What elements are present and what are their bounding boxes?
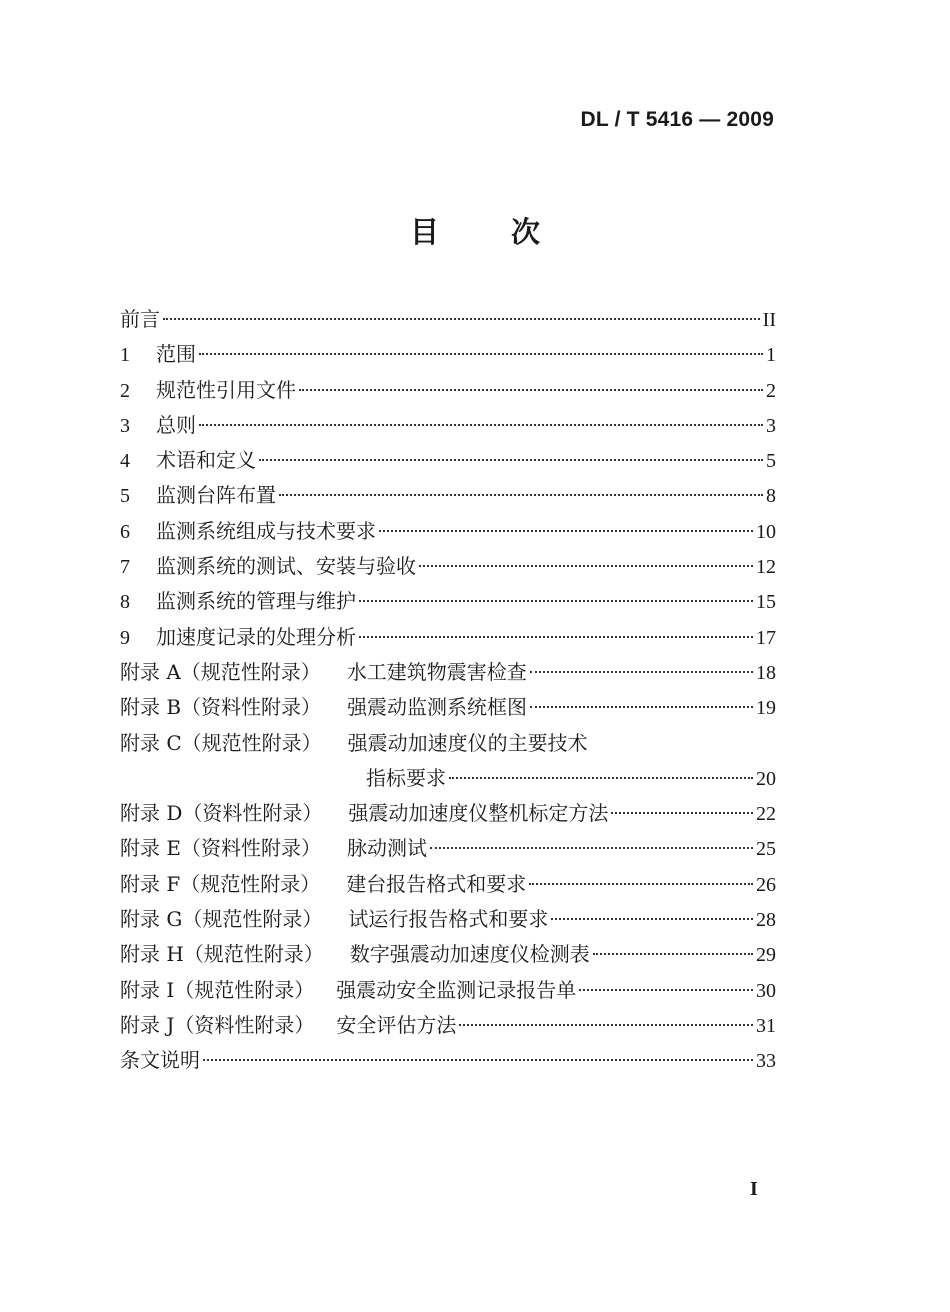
appendix-prefix: 附录 F（规范性附录） [120, 871, 321, 896]
appendix-prefix: 附录 D（资料性附录） [120, 801, 323, 826]
appendix-label: 强震动加速度仪整机标定方法 [348, 801, 609, 826]
dot-leader [530, 706, 753, 708]
dot-leader [199, 353, 763, 355]
toc-entry-8[interactable] [120, 584, 776, 619]
dot-leader [203, 1059, 753, 1061]
toc-appendix-h[interactable] [120, 937, 776, 972]
toc-entry-number: 9 [120, 626, 130, 649]
toc-entry-explanation[interactable] [120, 1043, 776, 1078]
appendix-prefix: 附录 C（规范性附录） [120, 730, 322, 755]
appendix-prefix: 附录 J（资料性附录） [120, 1012, 315, 1037]
appendix-label: 脉动测试 [346, 836, 427, 861]
toc-appendix-i[interactable] [120, 973, 776, 1008]
dot-leader [199, 424, 763, 426]
table-of-contents [120, 302, 776, 1079]
toc-entry-9[interactable] [120, 620, 776, 655]
toc-entry-label: 监测系统组成与技术要求 [156, 518, 376, 543]
toc-entry-page: 12 [756, 556, 776, 579]
toc-entry-label: 总则 [156, 412, 196, 437]
toc-entry-page: 30 [756, 979, 776, 1002]
toc-entry-label: 规范性引用文件 [156, 377, 296, 402]
toc-entry-label: 监测台阵布置 [156, 483, 276, 508]
toc-appendix-c[interactable] [120, 726, 776, 761]
dot-leader [430, 847, 753, 849]
toc-entry-label: 术语和定义 [156, 448, 256, 473]
dot-leader [530, 671, 753, 673]
appendix-label: 强震动监测系统框图 [347, 695, 528, 720]
toc-entry-page: 20 [756, 767, 776, 790]
toc-entry-2[interactable] [120, 373, 776, 408]
appendix-prefix: 附录 G（规范性附录） [120, 907, 323, 932]
toc-entry-page: 25 [756, 838, 776, 861]
toc-entry-4[interactable] [120, 443, 776, 478]
toc-entry-label: 前言 [120, 307, 160, 331]
dot-leader [379, 530, 753, 532]
toc-entry-page: 33 [756, 1050, 776, 1073]
toc-entry-number: 6 [120, 520, 130, 543]
toc-appendix-e[interactable] [120, 831, 776, 866]
toc-appendix-f[interactable] [120, 867, 776, 902]
toc-entry-label: 监测系统的测试、安装与验收 [156, 554, 416, 579]
toc-entry-page: 28 [756, 909, 776, 932]
toc-entry-5[interactable] [120, 478, 776, 513]
dot-leader [449, 777, 753, 779]
toc-appendix-a[interactable] [120, 655, 776, 690]
toc-appendix-d[interactable] [120, 796, 776, 831]
dot-leader [611, 812, 753, 814]
appendix-label: 试运行报告格式和要求 [348, 907, 549, 932]
toc-entry-page: 1 [766, 344, 776, 367]
appendix-prefix: 附录 I（规范性附录） [120, 977, 315, 1002]
toc-entry-page: 2 [766, 379, 776, 402]
appendix-label: 强震动安全监测记录报告单 [336, 977, 577, 1002]
dot-leader [359, 636, 753, 638]
dot-leader [359, 600, 753, 602]
toc-entry-1[interactable] [120, 337, 776, 372]
toc-entry-label: 监测系统的管理与维护 [156, 589, 356, 614]
appendix-prefix: 附录 B（资料性附录） [120, 695, 322, 720]
toc-entry-7[interactable] [120, 549, 776, 584]
dot-leader [279, 494, 763, 496]
dot-leader [593, 953, 753, 955]
toc-entry-foreword[interactable] [120, 302, 776, 337]
toc-entry-page: 29 [756, 944, 776, 967]
toc-appendix-b[interactable] [120, 690, 776, 725]
title-char-1: 目 [409, 215, 439, 249]
toc-entry-3[interactable] [120, 408, 776, 443]
toc-entry-page: 5 [766, 450, 776, 473]
toc-entry-page: 22 [756, 803, 776, 826]
title-char-2: 次 [511, 215, 541, 249]
toc-entry-label: 加速度记录的处理分析 [156, 624, 356, 649]
appendix-prefix: 附录 A（规范性附录） [120, 659, 321, 684]
dot-leader [163, 318, 760, 320]
dot-leader [551, 918, 753, 920]
toc-entry-number: 5 [120, 485, 130, 508]
toc-entry-page: 3 [766, 414, 776, 437]
appendix-label: 数字强震动加速度仪检测表 [349, 942, 590, 967]
toc-entry-6[interactable] [120, 514, 776, 549]
dot-leader [259, 459, 763, 461]
toc-appendix-g[interactable] [120, 902, 776, 937]
dot-leader [419, 565, 753, 567]
dot-leader [459, 1024, 753, 1026]
appendix-prefix: 附录 H（规范性附录） [120, 942, 324, 967]
toc-entry-page: 26 [756, 873, 776, 896]
appendix-label-continued: 指标要求 [366, 765, 446, 790]
toc-entry-page: II [762, 309, 776, 331]
toc-entry-page: 17 [756, 626, 776, 649]
toc-entry-label: 范围 [156, 342, 196, 367]
toc-appendix-j[interactable] [120, 1008, 776, 1043]
toc-entry-number: 1 [120, 344, 130, 367]
toc-entry-label: 条文说明 [120, 1048, 200, 1073]
appendix-label: 安全评估方法 [336, 1012, 457, 1037]
toc-entry-page: 18 [756, 661, 776, 684]
appendix-label: 建台报告格式和要求 [346, 871, 527, 896]
page-title [0, 210, 950, 251]
appendix-label: 水工建筑物震害检查 [346, 659, 527, 684]
dot-leader [529, 883, 753, 885]
toc-entry-page: 8 [766, 485, 776, 508]
toc-entry-page: 31 [756, 1014, 776, 1037]
appendix-label: 强震动加速度仪的主要技术 [347, 730, 588, 755]
toc-entry-number: 4 [120, 450, 130, 473]
toc-entry-number: 2 [120, 379, 130, 402]
dot-leader [299, 389, 763, 391]
toc-entry-number: 3 [120, 414, 130, 437]
toc-entry-page: 15 [756, 591, 776, 614]
dot-leader [579, 989, 753, 991]
standard-code: DL / T 5416 — 2009 [580, 108, 774, 131]
appendix-prefix: 附录 E（资料性附录） [120, 836, 321, 861]
toc-entry-number: 8 [120, 591, 130, 614]
toc-entry-page: 19 [756, 697, 776, 720]
toc-appendix-c-cont[interactable] [120, 761, 776, 796]
toc-entry-number: 7 [120, 556, 130, 579]
toc-entry-page: 10 [756, 520, 776, 543]
page-folio: I [750, 1178, 758, 1200]
